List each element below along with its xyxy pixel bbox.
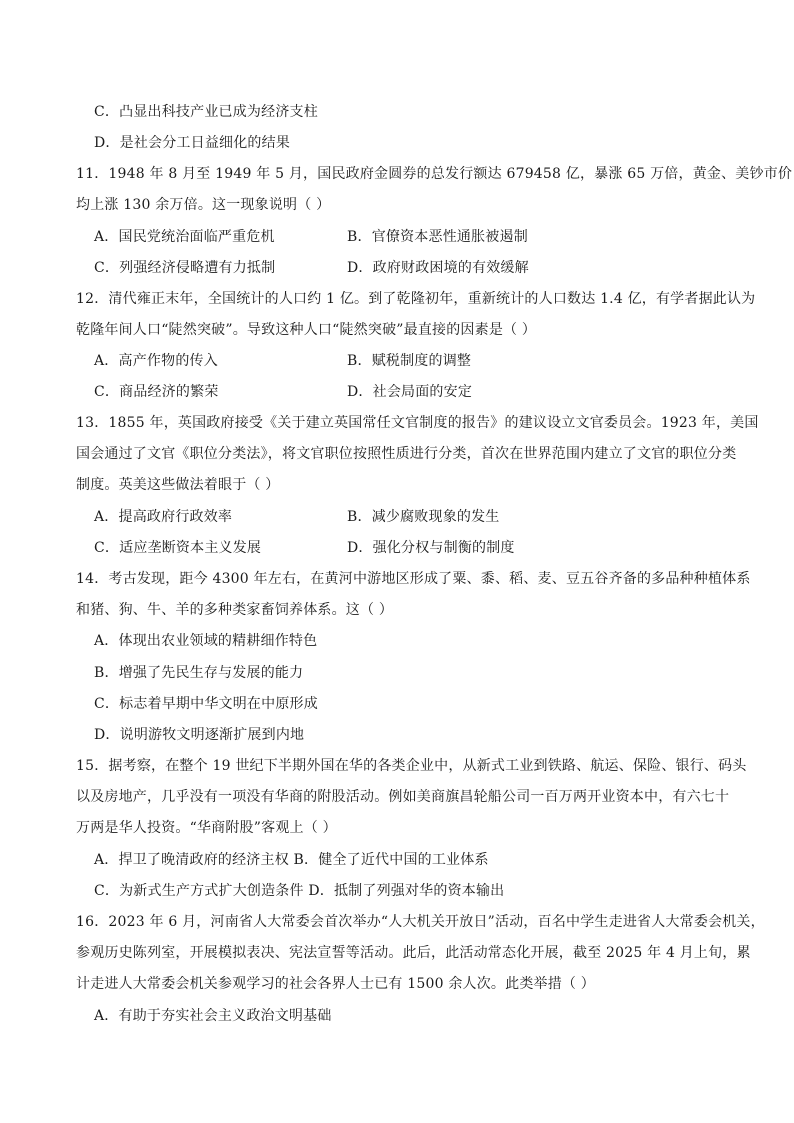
- option-letter: B．: [347, 509, 372, 525]
- q12-stem-line-2: 乾隆年间人口“陡然突破”。导致这种人口“陡然突破”最直接的因素是（ ）: [76, 322, 537, 338]
- q12-option-a: [94, 351, 218, 371]
- q13-stem-line-2: 国会通过了文官《职位分类法》，将文官职位按照性质进行分类，首次在世界范围内建立了文官的职位分类: [76, 446, 737, 462]
- q13-option-c: [94, 538, 261, 558]
- option-text: 说明游牧文明逐渐扩展到内地: [119, 727, 305, 743]
- q15-stem-line-2: 以及房地产，几乎没有一项没有华商的附股活动。例如美商旗昌轮船公司一百万两开业资本中，有六七十: [76, 789, 730, 805]
- option-letter: C．: [94, 104, 120, 120]
- option-text: 适应垄断资本主义发展: [119, 540, 262, 556]
- q12-option-d: [347, 382, 472, 402]
- q14-stem-line-1: 14．考古发现，距今 4300 年左右，在黄河中游地区形成了粟、黍、稻、麦、豆五谷齐备的多品种种植体系: [76, 571, 751, 587]
- q14-option-b: [94, 663, 303, 683]
- option-letter: D．: [347, 540, 373, 556]
- option-text: 是社会分工日益细化的结果: [119, 135, 291, 151]
- q11-option-a: [94, 227, 275, 247]
- q15-options-line-2: C．为新式生产方式扩大创造条件 D．抵制了列强对华的资本输出: [94, 883, 505, 899]
- option-text: 体现出农业领域的精耕细作特色: [118, 633, 318, 649]
- q11-option-c: [94, 258, 275, 278]
- q13-option-a: [94, 507, 232, 527]
- q13-option-b: [347, 507, 500, 527]
- q15-options-line-1: A．捍卫了晚清政府的经济主权 B．健全了近代中国的工业体系: [94, 852, 489, 868]
- option-text: 列强经济侵略遭有力抵制: [119, 260, 276, 276]
- option-letter: A．: [94, 509, 119, 525]
- option-letter: D．: [347, 384, 373, 400]
- option-letter: A．: [94, 353, 119, 369]
- q13-stem-line-3: 制度。英美这些做法着眼于（ ）: [76, 477, 280, 493]
- q12-option-b: [347, 351, 471, 371]
- option-letter: C．: [94, 260, 120, 276]
- q11-option-b: [347, 227, 528, 247]
- q16-stem-line-3: 计走进人大常委会机关参观学习的社会各界人士已有 1500 余人次。此类举措（ ）: [76, 976, 595, 992]
- option-letter: D．: [94, 727, 120, 743]
- option-letter: C．: [94, 540, 120, 556]
- q16-stem-line-1: 16．2023 年 6 月，河南省人大常委会首次举办“人大机关开放日”活动，百名中学生走进省人大常委会机关，: [76, 914, 765, 930]
- option-letter: B．: [94, 665, 119, 681]
- option-text: 商品经济的繁荣: [119, 384, 219, 400]
- q14-option-a: [94, 631, 317, 651]
- q11-stem-line-1: 11．1948 年 8 月至 1949 年 5 月，国民政府金圆券的总发行额达 679458 亿，暴涨 65 万倍，黄金、美钞市价: [76, 166, 793, 182]
- option-text: 提高政府行政效率: [118, 509, 233, 525]
- q11-stem-line-2: 均上涨 130 余万倍。这一现象说明（ ）: [76, 197, 331, 213]
- option-text: 赋税制度的调整: [371, 353, 472, 369]
- q12-option-c: [94, 382, 219, 402]
- q15-stem-line-1: 15．据考察，在整个 19 世纪下半期外国在华的各类企业中，从新式工业到铁路、航运、保险、银行、码头: [76, 758, 747, 774]
- option-text: 高产作物的传入: [118, 353, 218, 369]
- q10-option-c: [94, 102, 318, 122]
- option-text: 标志着早期中华文明在中原形成: [119, 696, 318, 712]
- q11-option-d: [347, 258, 529, 278]
- option-letter: C．: [94, 696, 120, 712]
- option-text: 增强了先民生存与发展的能力: [118, 665, 304, 681]
- q15-stem-line-3: 万两是华人投资。“华商附股”客观上（ ）: [76, 820, 337, 836]
- option-letter: A．: [94, 633, 119, 649]
- option-text: 政府财政困境的有效缓解: [372, 260, 529, 276]
- q10-option-d: [94, 133, 290, 153]
- q16-option-a: [94, 1006, 332, 1026]
- option-text: 社会局面的安定: [372, 384, 473, 400]
- q14-stem-line-2: 和猪、狗、牛、羊的多种类家畜饲养体系。这（ ）: [76, 602, 394, 618]
- q12-stem-line-1: 12．清代雍正末年，全国统计的人口约 1 亿。到了乾隆初年，重新统计的人口数达 1.4 亿，有学者据此认为: [76, 291, 756, 307]
- option-letter: C．: [94, 384, 120, 400]
- option-text: 强化分权与制衡的制度: [372, 540, 515, 556]
- option-letter: A．: [94, 229, 119, 245]
- option-letter: B．: [347, 229, 372, 245]
- option-text: 官僚资本恶性通胀被遏制: [371, 229, 528, 245]
- option-letter: D．: [347, 260, 373, 276]
- option-text: 国民党统治面临严重危机: [118, 229, 275, 245]
- option-letter: D．: [94, 135, 120, 151]
- q16-stem-line-2: 参观历史陈列室，开展模拟表决、宪法宣誓等活动。此后，此活动常态化开展，截至 2025 年 4 月上旬，累: [76, 945, 751, 961]
- q13-stem-line-1: 13．1855 年，英国政府接受《关于建立英国常任文官制度的报告》的建议设立文官委员会。1923 年，美国: [76, 415, 759, 431]
- option-text: 减少腐败现象的发生: [371, 509, 500, 525]
- q14-option-d: [94, 725, 304, 745]
- option-text: 有助于夯实社会主义政治文明基础: [118, 1008, 332, 1024]
- option-letter: A．: [94, 1008, 119, 1024]
- option-letter: B．: [347, 353, 372, 369]
- q14-option-c: [94, 694, 318, 714]
- q13-option-d: [347, 538, 515, 558]
- option-text: 凸显出科技产业已成为经济支柱: [119, 104, 318, 120]
